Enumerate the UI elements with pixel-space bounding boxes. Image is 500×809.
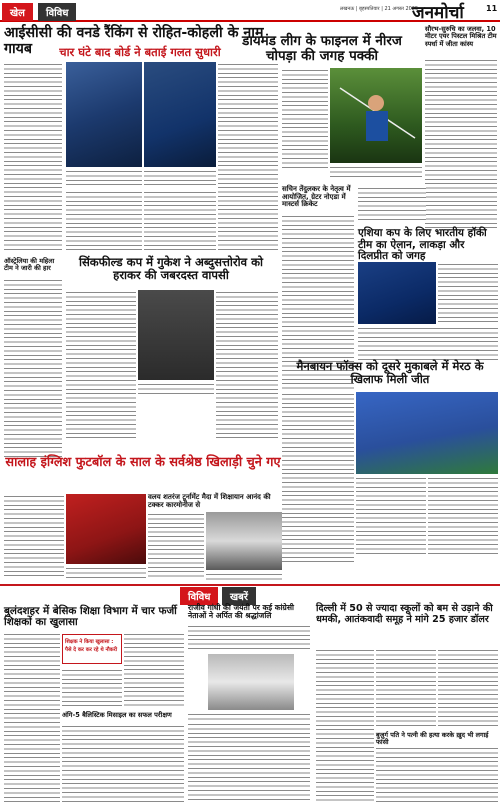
photo-caption	[144, 169, 216, 187]
article-body	[4, 62, 62, 252]
article-body	[376, 746, 498, 802]
article-body	[376, 648, 436, 728]
photo-neeraj-chopra	[330, 68, 422, 163]
photo-team-players	[356, 392, 498, 474]
article-body	[282, 392, 354, 562]
article-body	[425, 58, 497, 228]
photo-gukesh	[138, 290, 214, 380]
article-body	[428, 476, 498, 556]
article-body	[216, 290, 278, 440]
headline-fake-teachers: बुलंदशहर में बेसिक शिक्षा विभाग में चार फर्जी शिक्षकों का खुलासा	[4, 605, 177, 629]
headline-hockey-team: एशिया कप के लिए भारतीय हॉकी टीम का ऐलान, लाकड़ा और दिलप्रीत को जगह	[358, 227, 487, 263]
javelin-thrower-illustration	[330, 68, 422, 163]
article-body	[66, 190, 142, 252]
article-body	[148, 512, 204, 580]
section-tag-misc: विविध	[180, 587, 218, 605]
article-body	[62, 724, 184, 802]
article-body	[188, 624, 310, 652]
article-body	[188, 722, 310, 802]
headline-australia-women: ऑस्ट्रेलिया की महिला टीम ने जारी की हार	[4, 257, 55, 273]
photo-caption	[66, 169, 142, 187]
section-tag-news: खबरें	[222, 587, 256, 605]
section-tag-misc: विविध	[38, 3, 76, 21]
headline-chess-tournament: वलय शतरंज टूर्नामेंट मैदा में शिक्षायान आनंद की टक्कर कारमोनीज से	[148, 493, 271, 509]
article-body	[62, 668, 122, 708]
article-body	[206, 572, 282, 580]
photo-chess	[206, 512, 282, 570]
photo-hockey-team	[358, 262, 436, 324]
subhead-agni5: अंगि-5 बैलिस्टिक मिसाइल का सफल परीक्षण	[62, 711, 172, 719]
photo-caption	[330, 165, 422, 179]
edition-date: लखनऊ | बृहस्पतिवार | 21 अगस्त 2025	[340, 6, 419, 12]
article-body	[316, 648, 374, 802]
photo-virat-kohli	[144, 62, 216, 167]
photo-caption	[138, 382, 214, 396]
page-number: 11	[486, 4, 498, 13]
subhead-icc-rankings: चार घंटे बाद बोर्ड ने बताई गलत सुधारी	[59, 45, 221, 59]
section-tag-sports: खेल	[2, 3, 33, 21]
headline-elderly-husband: बुज़ुर्ग पति ने पत्नी की हत्या करके ख़ुद भी लगाई फांसी	[376, 731, 489, 747]
photo-rajiv-gandhi-tribute	[208, 654, 294, 710]
headline-saurabh-suruchi: सौरभ-सुरुचि का जलवा, 10 मीटर एयर पिस्टल मिश्रित टीम स्पर्धा में जीता कांस्य	[425, 25, 497, 48]
bottom-section-header	[0, 586, 500, 603]
article-body	[144, 190, 216, 252]
photo-caption	[66, 566, 146, 579]
headline-salah: सालाह इंग्लिश फुटबॉल के साल के सर्वश्रेष्ठ खिलाड़ी चुने गए	[5, 455, 281, 470]
article-body	[66, 290, 136, 440]
headline-icc-rankings: आईसीसी की वनडे रैंकिंग से रोहित-कोहली के नाम गायब	[4, 25, 264, 57]
photo-caption	[356, 476, 426, 556]
article-body	[4, 278, 62, 458]
article-body	[438, 648, 498, 728]
headline-meerut-match: मैनबायन फॉक्स को दूसरे मुकाबले में मेरठ के खिलाफ मिली जीत	[296, 359, 484, 386]
highlight-box: शिक्षक ने किया खुलासा : पैसे दे कर कर रहे थे नौकरी	[62, 634, 122, 664]
article-body	[358, 186, 426, 220]
article-body	[438, 262, 498, 324]
headline-delhi-bomb-threat: दिल्ली में 50 से ज्यादा स्कूलों को बम से उड़ाने की धमकी, आतंकवादी समूह ने मांगे 25 हजार डॉलर	[316, 603, 493, 625]
headline-rajiv-gandhi: राजीव गांधी की जयंती पर कई कांग्रेसी नेताओं ने अर्पित की श्रद्धांजलि	[188, 603, 294, 621]
headline-neeraj-chopra: डायमंड लीग के फाइनल में नीरज चोपड़ा की जगह पक्की	[242, 33, 402, 64]
photo-caption	[188, 712, 310, 720]
article-body	[124, 632, 184, 708]
photo-rohit-sharma	[66, 62, 142, 167]
page-header	[0, 0, 500, 22]
newspaper-brand: जनमोर्चा	[412, 3, 464, 23]
article-body	[358, 326, 498, 362]
photo-mohamed-salah	[66, 494, 146, 564]
headline-masters-cricket: सचिन तेंदुलकर के नेतृत्व में आयोजित, ग्रेटर नोएडा में मास्टर्स क्रिकेट	[282, 185, 351, 209]
article-body	[218, 62, 278, 252]
headline-gukesh: सिंकफील्ड कप में गुकेश ने अब्दुसत्तोरोव को हराकर की जबरदस्त वापसी	[78, 255, 264, 282]
article-body	[4, 632, 60, 802]
article-body	[4, 494, 64, 579]
article-body	[282, 68, 328, 168]
